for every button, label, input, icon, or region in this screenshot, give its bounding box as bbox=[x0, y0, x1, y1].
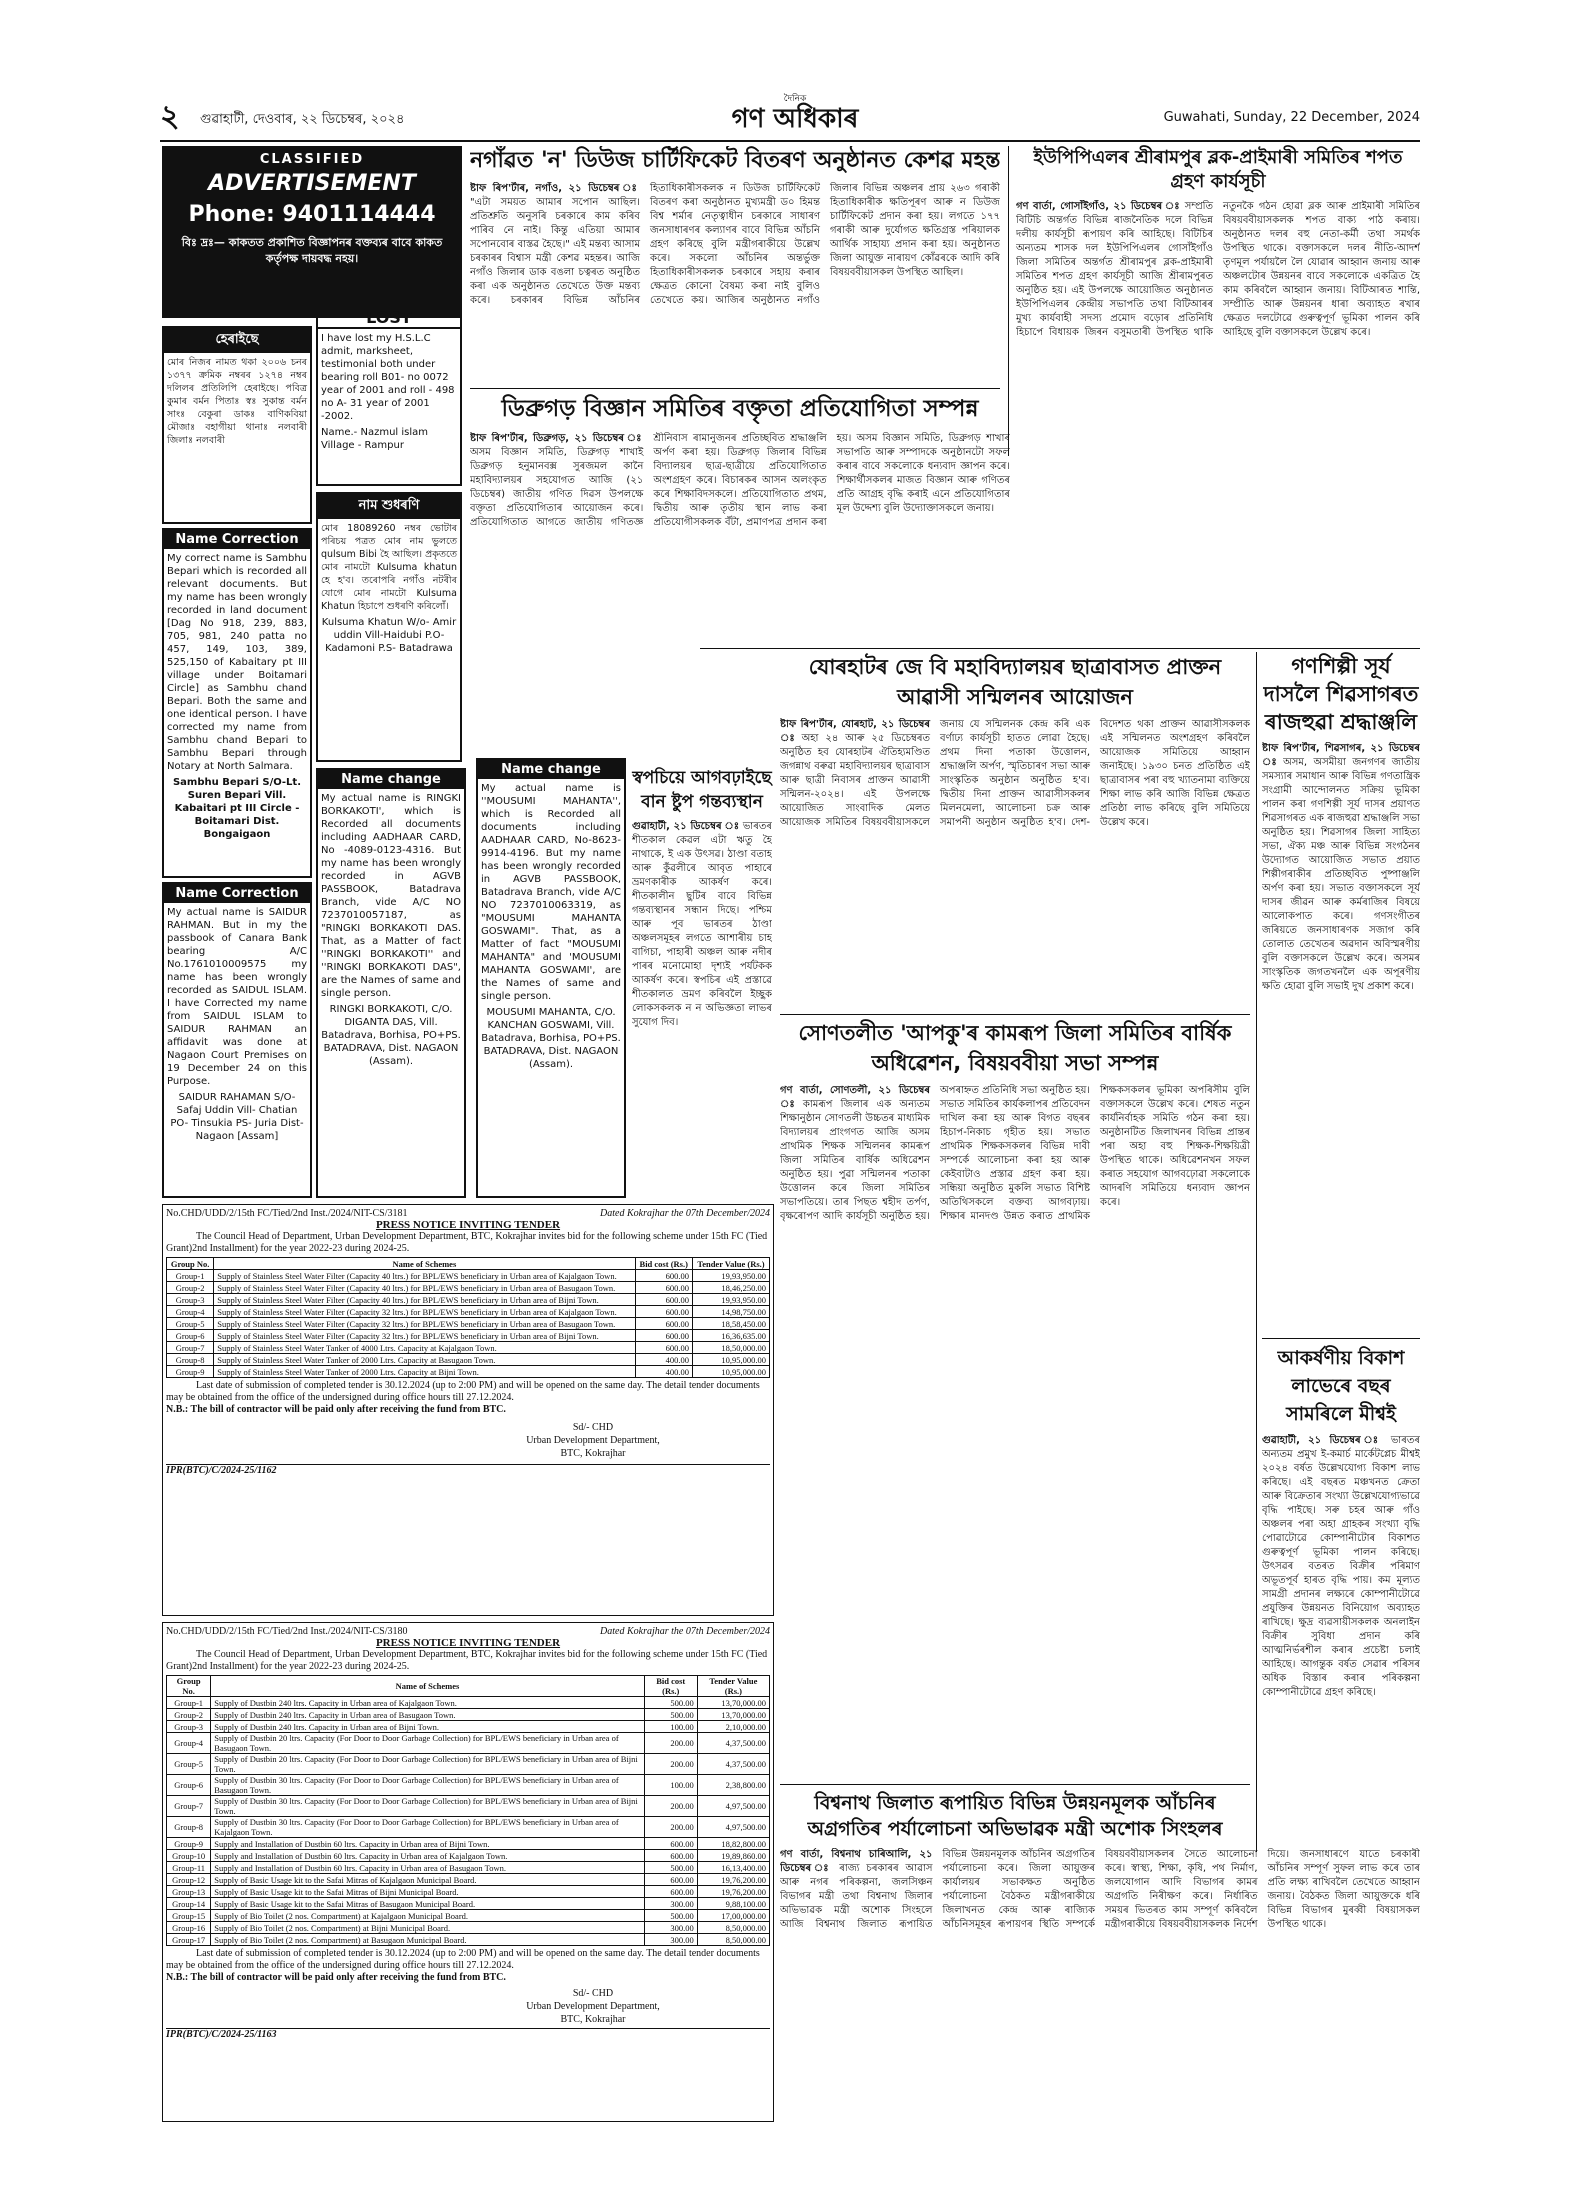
table-cell: Group-9 bbox=[167, 1838, 211, 1850]
table-cell: 4,37,500.00 bbox=[697, 1733, 769, 1754]
story-9-body bbox=[780, 1848, 1420, 2094]
story-5-body bbox=[632, 820, 772, 1150]
table-cell: 19,76,200.00 bbox=[697, 1874, 769, 1886]
table-cell: 18,50,000.00 bbox=[692, 1342, 769, 1354]
story-6-body bbox=[1262, 742, 1420, 1282]
table-cell: 500.00 bbox=[644, 1709, 697, 1721]
table-cell: 500.00 bbox=[644, 1910, 697, 1922]
lost-bn-body: মোৰ নিজৰ নামত থকা ২০০৬ চনৰ ১৩৭৭ ক্ৰমিক নম্বৰৰ ১২৭৪ নম্বৰ দলিলৰ প্ৰতিলিপি হেৰাইছে। পবিত্ৰ কুমাৰ বৰ্মন পিতাঃ স্বঃ সুকান্ত বৰ্মন সাংঃ বেকুৰা ডাকঃ বাণিকবিয়া মৌজাঃ বহাগীয়া থানাঃ নলবাৰী জিলাঃ নলবাৰী bbox=[167, 357, 307, 446]
story-2-body bbox=[1016, 200, 1420, 620]
story-1-body bbox=[470, 182, 1000, 382]
table-cell: Group-2 bbox=[167, 1709, 211, 1721]
table-row bbox=[167, 1366, 770, 1378]
table-cell: Group-14 bbox=[167, 1898, 211, 1910]
story-4 bbox=[780, 652, 1250, 1012]
story-3-body bbox=[470, 432, 1010, 632]
table-row bbox=[167, 1354, 770, 1366]
story-7-headline: সোণতলীত 'আপকু'ৰ কামৰূপ জিলা সমিতিৰ বাৰ্ষিক অধিৱেশন, বিষয়ববীয়া সভা সম্পন্ন bbox=[798, 1021, 1232, 1075]
table-row bbox=[167, 1282, 770, 1294]
story-9-byline: গণ বাৰ্তা, বিশ্বনাথ চাৰিআলি, ২১ ডিচেম্বৰ ঃ bbox=[780, 1849, 933, 1874]
table-cell: 300.00 bbox=[644, 1922, 697, 1934]
story-9 bbox=[780, 1790, 1420, 2120]
tender-1-ref: No.CHD/UDD/2/15th FC/Tied/2nd Inst./2024/NIT-CS/3181 bbox=[166, 1208, 408, 1219]
table-cell: 10,95,000.00 bbox=[692, 1354, 769, 1366]
dateline-left: গুৱাহাটী, দেওবাৰ, ২২ ডিচেম্বৰ, ২০২৪ bbox=[200, 112, 405, 127]
story-4-headline: যোৰহাটৰ জে বি মহাবিদ্যালয়ৰ ছাত্ৰাবাসত প্ৰাক্তন আৱাসী সন্মিলনৰ আয়োজন bbox=[808, 655, 1222, 709]
story-1-text: "এটা সময়ত আমাৰ সপোন আছিল। প্ৰতিশ্ৰুতি অনুসৰি চৰকাৰে কাম কৰিব পাৰিব নে নাই। কিন্তু এতিয়া আমাৰ সপোনবোৰ বাস্তৱ হৈছে।" এই মন্তব্য আসাম চৰকাৰৰ বিশ্বাস মন্ত্ৰী কেশৱ মহন্তৰ। আজি নগাঁও জিলাৰ ডাক বঙলা চত্বৰত অনুষ্ঠিত কৰা এক অনুষ্ঠানত তেখেতে উক্ত মন্তব্য কৰে। চৰকাৰৰ বিভিন্ন আঁচনিৰ হিতাধিকাৰীসকলক ন ডিউজ চাৰ্টিফিকেট বিতৰণ কৰা অনুষ্ঠানত মুখ্যমন্ত্ৰী ড০ হিমন্ত বিশ্ব শৰ্মাৰ নেতৃত্বাধীন চৰকাৰে সাধাৰণ জনসাধাৰণৰ কল্যাণৰ বাবে বিভিন্ন আঁচনি গ্ৰহণ কৰিছে বুলি মন্ত্ৰীগৰাকীয়ে উল্লেখ কৰে। সকলো আঁচনিৰ অন্তৰ্ভুক্ত হিতাধিকাৰীসকলক চৰকাৰে সহায় কৰাৰ ক্ষেত্ৰত কোনো বৈষম্য কৰা নাই বুলিও তেখেতে কয়। আজিৰ অনুষ্ঠানত নগাঁও জিলাৰ বিভিন্ন অঞ্চলৰ প্ৰায় ২৬৩ গৰাকী হিতাধিকাৰীক ক্ষতিপূৰণ আৰু ন ডিউজ চাৰ্টিফিকেট প্ৰদান কৰা হয়। লগতে ১৭৭ গৰাকী আৰু দুৰ্যোগত ক্ষতিগ্ৰস্ত পৰিয়ালক আৰ্থিক সাহায্য প্ৰদান কৰা হয়। অনুষ্ঠানত জিলা আয়ুক্ত নাৰায়ণ কোঁৱৰকে আদি কৰি বিষয়ববীয়াসকল উপস্থিত আছিল। bbox=[470, 183, 1000, 306]
story-5-headline: স্বপচিয়ে আগবঢ়াইছে বান ষ্টুপ গন্তব্যস্থান bbox=[632, 768, 772, 812]
name-correction-bn-ad bbox=[316, 492, 462, 762]
table-cell: 600.00 bbox=[644, 1838, 697, 1850]
story-6 bbox=[1262, 652, 1420, 1332]
table-cell: 300.00 bbox=[644, 1898, 697, 1910]
table-row bbox=[167, 1709, 770, 1721]
story-8-byline: গুৱাহাটী, ২১ ডিচেম্বৰ ঃ bbox=[1262, 1435, 1383, 1446]
story-3-headline: ডিব্ৰুগড় বিজ্ঞান সমিতিৰ বক্তৃতা প্ৰতিযোগিতা সম্পন্ন bbox=[501, 396, 979, 422]
table-cell: Group-15 bbox=[167, 1910, 211, 1922]
table-cell: 100.00 bbox=[644, 1775, 697, 1796]
table-cell: 500.00 bbox=[644, 1862, 697, 1874]
table-cell: Supply of Stainless Steel Water Tanker of 2000 Ltrs. Capacity at Bijni Town. bbox=[214, 1366, 635, 1378]
table-row bbox=[167, 1922, 770, 1934]
dateline-right: Guwahati, Sunday, 22 December, 2024 bbox=[1163, 110, 1420, 125]
name-correction-bn-body: মোৰ 18089260 নম্বৰ ভোটাৰ পৰিচয় পত্ৰত মোৰ নাম ভুলতে qulsum Bibi হৈ আছিল। প্ৰকৃততে মোৰ নামটো Kulsuma khatun হে হ'ব। তৰোপৰি নগাঁও নটৰীৰ যোগে মোৰ নামটো Kulsuma Khatun হিচাপে শুধৰণি কৰিলোঁ। bbox=[321, 523, 457, 612]
story-6-text: অসম, অসমীয়া জনগণৰ জাতীয় সমস্যাৰ সমাধান আৰু বিভিন্ন গণতান্ত্ৰিক সংগ্ৰামী আন্দোলনত সক্ৰিয় ভূমিকা পালন কৰা গণশিল্পী সূৰ্য দাসৰ প্ৰয়াণত শিৱসাগৰত এক ৰাজহুৱা শ্ৰদ্ধাঞ্জলি সভা অনুষ্ঠিত হয়। শিৱসাগৰ জিলা সাহিত্য সভা, ঐক্য মঞ্চ আৰু বিভিন্ন সংগঠনৰ উদ্যোগত আয়োজিত সভাত প্ৰয়াত শিল্পীগৰাকীৰ প্ৰতিচ্ছবিত পুষ্পাঞ্জলি অৰ্পণ কৰা হয়। সভাত বক্তাসকলে সূৰ্য দাসৰ জীৱন আৰু কৰ্মৰাজিৰ বিষয়ে আলোকপাত কৰে। গণসংগীতৰ জৰিয়তে জনসাধাৰণক সজাগ কৰি তোলাত তেখেতৰ অৱদান অবিস্মৰণীয় বুলি বক্তাসকলে উল্লেখ কৰে। অসমৰ সাংস্কৃতিক জগতখনলৈ এক অপূৰণীয় ক্ষতি হোৱা বুলি সভাই দুখ প্ৰকাশ কৰে। bbox=[1262, 757, 1420, 992]
table-row bbox=[167, 1697, 770, 1709]
table-cell: Supply and Installation of Dustbin 60 ltrs. Capacity in Urban area of Kajalgaon Town. bbox=[211, 1850, 644, 1862]
table-cell: Supply of Stainless Steel Water Filter (Capacity 32 ltrs.) for BPL/EWS beneficiary in Urban area of Bijni Town. bbox=[214, 1330, 635, 1342]
table-cell: 10,95,000.00 bbox=[692, 1366, 769, 1378]
table-cell: Supply of Dustbin 240 ltrs. Capacity in Urban area of Kajalgaon Town. bbox=[211, 1697, 644, 1709]
table-cell: 17,00,000.00 bbox=[697, 1910, 769, 1922]
story-3-byline: ষ্টাফ ৰিপ'ৰ্টাৰ, ডিব্ৰুগড়, ২১ ডিচেম্বৰ ঃ bbox=[470, 433, 644, 444]
table-row bbox=[167, 1342, 770, 1354]
name-correction-bn-sign: Kulsuma Khatun W/o- Amir uddin Vill-Haidubi P.O-Kadamoni P.S- Batadrawa bbox=[321, 617, 457, 654]
story-3 bbox=[470, 394, 1010, 644]
table-cell: Group-3 bbox=[167, 1294, 214, 1306]
table-cell: 600.00 bbox=[635, 1330, 692, 1342]
table-row bbox=[167, 1817, 770, 1838]
table-cell: 2,38,800.00 bbox=[697, 1775, 769, 1796]
table-cell: Supply of Stainless Steel Water Filter (Capacity 32 ltrs.) for BPL/EWS beneficiary in Urban area of Basugaon Town. bbox=[214, 1318, 635, 1330]
masthead-small: দৈনিক bbox=[783, 94, 807, 104]
story-6-byline: ষ্টাফ ৰিপ'ৰ্টাৰ, শিৱসাগৰ, ২১ ডিচেম্বৰ ঃ bbox=[1262, 743, 1420, 768]
story-4-body bbox=[780, 718, 1250, 988]
table-cell: 600.00 bbox=[644, 1886, 697, 1898]
table-cell: Supply of Basic Usage kit to the Safai Mitras of Kajalgaon Municipal Board. bbox=[211, 1874, 644, 1886]
page-number: ২ bbox=[160, 99, 180, 134]
lost-bn-ad bbox=[162, 326, 312, 524]
table-header-cell: Bid cost (Rs.) bbox=[635, 1258, 692, 1270]
story-5-text: ভাৰতৰ শীতকাল কেৱল এটা ঋতু হৈ নাথাকে, ই এক উৎসৱ। ঠাণ্ডা বতাহ আৰু কুঁৱলীৰে আবৃত পাহাৰে ভ্ৰমণকাৰীক আকৰ্ষণ কৰে। শীতকালীন ছুটিৰ বাবে বিভিন্ন গন্তব্যস্থানৰ সন্ধান দিছে। পশ্চিম আৰু পূব ভাৰতৰ ঠাণ্ডা অঞ্চলসমূহৰ লগতে আশাৰীয় চাহ বাগিচা, পাহাৰী অঞ্চল আৰু নদীৰ পাৰৰ মনোমোহা দৃশ্যই পৰ্যটকক আকৰ্ষণ কৰে। স্বপচিৰ এই প্ৰস্তাৱে শীতকালত ভ্ৰমণ কৰিবলৈ ইচ্ছুক লোকসকলক ন ন অভিজ্ঞতা লাভৰ সুযোগ দিব। bbox=[632, 821, 772, 1028]
table-row bbox=[167, 1318, 770, 1330]
story-2-text: সম্প্ৰতি বিটিচি অন্তৰ্গত বিভিন্ন ৰাজনৈতিক দলে বিভিন্ন দলীয় কাৰ্যসূচী ৰূপায়ণ কৰি আহিছে। বিটিচিৰ অন্যতম শাসক দল ইউপিপিএলৰ গোসাঁইগাঁও জিলা সমিতিৰ অন্তৰ্গত শ্ৰীৰামপুৰ ব্লক-প্ৰাইমাৰী সমিতিৰ শপত গ্ৰহণ কাৰ্যসূচী আজি শ্ৰীৰামপুৰত অনুষ্ঠিত হয়। এই উপলক্ষে আয়োজিত অনুষ্ঠানত ইউপিপিএলৰ কেন্দ্ৰীয় সভাপতি তথা বিটিআৰৰ মুখ্য কাৰ্যবাহী সদস্য প্ৰমোদ বড়োৰ প্ৰতিনিধি হিচাপে বিধায়ক জিৰন বসুমতাৰী উপস্থিত থাকি নতুনকৈ গঠন হোৱা ব্লক আৰু প্ৰাইমাৰী সমিতিৰ বিষয়ববীয়াসকলক শপত বাক্য পাঠ কৰায়। অনুষ্ঠানত দলৰ বহু নেতা-কৰ্মী তথা সমৰ্থক উপস্থিত থাকে। বক্তাসকলে দলৰ নীতি-আদৰ্শ তৃণমূল পৰ্যায়লৈ লৈ যোৱাৰ আহ্বান জনায় আৰু অঞ্চলটোৰ উন্নয়নৰ বাবে সকলোকে একত্ৰিত হৈ কাম কৰিবলৈ আহ্বান জনায়। বিটিআৰত শান্তি, সম্প্ৰীতি আৰু উন্নয়নৰ ধাৰা অব্যাহত ৰখাৰ ক্ষেত্ৰত দলটোৱে গুৰুত্বপূৰ্ণ ভূমিকা পালন কৰি আহিছে বুলি বক্তাসকলে উল্লেখ কৰে। bbox=[1016, 201, 1420, 338]
tender-1-ipr: IPR(BTC)/C/2024-25/1162 bbox=[166, 1464, 770, 1476]
table-row bbox=[167, 1838, 770, 1850]
table-cell: Supply of Dustbin 30 ltrs. Capacity (For Door to Door Garbage Collection) for BPL/EWS beneficiary in Urban area of Kajalgaon Town. bbox=[211, 1817, 644, 1838]
table-cell: Group-8 bbox=[167, 1817, 211, 1838]
table-cell: Group-6 bbox=[167, 1775, 211, 1796]
table-cell: Group-9 bbox=[167, 1366, 214, 1378]
name-correction-1-sign: Sambhu Bepari S/O-Lt. Suren Bepari Vill. Kabaitari pt III Circle - Boitamari Dist. Bongaigaon bbox=[172, 777, 302, 840]
table-row bbox=[167, 1874, 770, 1886]
table-cell: 600.00 bbox=[644, 1874, 697, 1886]
table-cell: 13,70,000.00 bbox=[697, 1709, 769, 1721]
lost-en-ad bbox=[316, 306, 462, 486]
table-cell: 4,97,500.00 bbox=[697, 1796, 769, 1817]
table-row bbox=[167, 1850, 770, 1862]
table-cell: 4,37,500.00 bbox=[697, 1754, 769, 1775]
story-2 bbox=[1016, 146, 1420, 636]
story-4-byline: ষ্টাফ ৰিপ'ৰ্টাৰ, যোৰহাট, ২১ ডিচেম্বৰ ঃ bbox=[780, 719, 930, 744]
table-header-cell: Name of Schemes bbox=[214, 1258, 635, 1270]
story-8-headline: আকৰ্ষণীয় বিকাশ লাভেৰে বছৰ সামৰিলে মীশ্বই bbox=[1277, 1347, 1405, 1425]
table-cell: Group-11 bbox=[167, 1862, 211, 1874]
tender-notice-2 bbox=[162, 1622, 774, 2122]
lost-en-name: Name.- Nazmul islam Village - Rampur bbox=[321, 427, 428, 451]
table-cell: Group-7 bbox=[167, 1342, 214, 1354]
table-header-cell: Tender Value (Rs.) bbox=[692, 1258, 769, 1270]
table-cell: 200.00 bbox=[644, 1733, 697, 1754]
table-row bbox=[167, 1733, 770, 1754]
table-cell: 600.00 bbox=[635, 1306, 692, 1318]
table-cell: 13,70,000.00 bbox=[697, 1697, 769, 1709]
name-correction-2-ad bbox=[162, 882, 312, 1198]
table-cell: Supply of Dustbin 30 ltrs. Capacity (For Door to Door Garbage Collection) for BPL/EWS beneficiary in Urban area of Basugaon Town. bbox=[211, 1775, 644, 1796]
name-change-2-body: My actual name is ''MOUSUMI MAHANTA'', which is Recorded all documents including AADHAAR CARD, No-8623-9914-4196. But my name has been wrongly recorded in AGVB PASSBOOK, Batadrava Branch, vide A/C NO 7237010063319, as "MOUSUMI MAHANTA GOSWAMI". That, as a Matter of fact "MOUSUMI MAHANTA" and 'MOUSUMI MAHANTA GOSWAMI', are the Names of same and single person. bbox=[481, 783, 621, 1002]
story-5 bbox=[632, 766, 772, 1206]
table-row bbox=[167, 1934, 770, 1946]
table-cell: 16,36,635.00 bbox=[692, 1330, 769, 1342]
tender-2-intro: The Council Head of Department, Urban Development Department, BTC, Kokrajhar invites bid for the following scheme under 15th FC (Tied Grant)2nd Installment) for the year 2022-23 during 2024-25. bbox=[166, 1649, 768, 1672]
table-cell: Supply of Stainless Steel Water Filter (Capacity 40 ltrs.) for BPL/EWS beneficiary in Urban area of Bijni Town. bbox=[214, 1294, 635, 1306]
story-7-byline: গণ বাৰ্তা, সোণতলী, ২১ ডিচেম্বৰ ঃ bbox=[780, 1085, 930, 1110]
story-7 bbox=[780, 1018, 1250, 1778]
lost-bn-head: হেৰাইছে bbox=[164, 328, 310, 353]
tender-1-intro: The Council Head of Department, Urban Development Department, BTC, Kokrajhar invites bid for the following scheme under 15th FC (Tied Grant)2nd Installment) for the year 2022-23 during 2024-25. bbox=[166, 1231, 768, 1254]
table-cell: Supply of Basic Usage kit to the Safai Mitras of Basugaon Municipal Board. bbox=[211, 1898, 644, 1910]
table-header-cell: Bid cost (Rs.) bbox=[644, 1676, 697, 1697]
name-correction-2-sign: SAIDUR RAHAMAN S/O-Safaj Uddin Vill- Chatian PO- Tinsukia PS- Juria Dist-Nagaon [Assam] bbox=[170, 1092, 304, 1142]
tender-1-title: PRESS NOTICE INVITING TENDER bbox=[375, 1219, 561, 1231]
name-correction-2-body: My actual name is SAIDUR RAHMAN. But in my the passbook of Canara Bank bearing A/C No.1761010009575 my name has been wrongly recorded as SAIDUL ISLAM. I have Corrected my name from SAIDUL ISLAM to SAIDUR RAHMAN an affidavit was done at Nagaon Court Premises on 19 December 24 on this Purpose. bbox=[167, 907, 307, 1087]
table-cell: 8,50,000.00 bbox=[697, 1934, 769, 1946]
table-cell: 600.00 bbox=[635, 1294, 692, 1306]
table-cell: Group-4 bbox=[167, 1733, 211, 1754]
table-cell: Group-17 bbox=[167, 1934, 211, 1946]
table-cell: 600.00 bbox=[635, 1342, 692, 1354]
table-cell: 600.00 bbox=[635, 1270, 692, 1282]
table-cell: 4,97,500.00 bbox=[697, 1817, 769, 1838]
table-cell: Group-6 bbox=[167, 1330, 214, 1342]
table-cell: 2,10,000.00 bbox=[697, 1721, 769, 1733]
story-9-text: ৰাজ্য চৰকাৰৰ আৱাস আৰু নগৰ পৰিকল্পনা, জলসিঞ্চন বিভাগৰ মন্ত্ৰী তথা বিশ্বনাথ জিলাৰ অভিভাৱক মন্ত্ৰী অশোক সিংহলে আজি বিশ্বনাথ জিলাত ৰূপায়িত বিভিন্ন উন্নয়নমূলক আঁচনিৰ অগ্ৰগতিৰ পৰ্যালোচনা কৰে। জিলা আয়ুক্তৰ কাৰ্যালয়ৰ সভাকক্ষত অনুষ্ঠিত পৰ্যালোচনা বৈঠকত মন্ত্ৰীগৰাকীয়ে জিলাখনত কেন্দ্ৰ আৰু ৰাজ্যিক আঁচনিসমূহৰ ৰূপায়ণৰ স্থিতি সম্পৰ্কে বিষয়ববীয়াসকলৰ সৈতে আলোচনা কৰে। স্বাস্থ্য, শিক্ষা, কৃষি, পথ নিৰ্মাণ, জলযোগান আদি বিভাগৰ কামৰ অগ্ৰগতি নিৰীক্ষণ কৰে। নিৰ্ধাৰিত সময়ৰ ভিতৰত কাম সম্পূৰ্ণ কৰিবলৈ মন্ত্ৰীগৰাকীয়ে বিষয়ববীয়াসকলক নিৰ্দেশ দিয়ে। জনসাধাৰণে যাতে চৰকাৰী আঁচনিৰ সম্পূৰ্ণ সুফল লাভ কৰে তাৰ প্ৰতি লক্ষ্য ৰাখিবলৈ তেখেতে আহ্বান জনায়। বৈঠকত জিলা আয়ুক্তকে ধৰি বিভিন্ন বিভাগৰ মুৰব্বী বিষয়াসকল উপস্থিত থাকে। bbox=[780, 1849, 1420, 1930]
story-4-text: অহা ২৪ আৰু ২৫ ডিচেম্বৰত অনুষ্ঠিত হব যোৰহাটৰ ঐতিহ্যমণ্ডিত জগন্নাথ বৰুৱা মহাবিদ্যালয়ৰ ছাত্ৰাবাস আৰু ছাত্ৰী নিবাসৰ প্ৰাক্তন আৱাসী সন্মিলন-২০২৪। এই উপলক্ষে আয়োজিত সাংবাদিক মেলত আয়োজক সমিতিৰ বিষয়ববীয়াসকলে জনায় যে সন্মিলনক কেন্দ্ৰ কৰি এক বৰ্ণাঢ্য কাৰ্যসূচী হাতত লোৱা হৈছে। প্ৰথম দিনা পতাকা উত্তোলন, শ্ৰদ্ধাঞ্জলি অৰ্পণ, স্মৃতিচাৰণ সভা আৰু সাংস্কৃতিক অনুষ্ঠান অনুষ্ঠিত হ'ব। দ্বিতীয় দিনা প্ৰাক্তন আৱাসীসকলৰ মিলনমেলা, আলোচনা চক্ৰ আৰু সমাপনী অনুষ্ঠান অনুষ্ঠিত হ'ব। দেশ-বিদেশত থকা প্ৰাক্তন আৱাসীসকলক এই সন্মিলনত অংশগ্ৰহণ কৰিবলৈ আয়োজক সমিতিয়ে আহ্বান জনাইছে। ১৯৩০ চনত প্ৰতিষ্ঠিত এই ছাত্ৰাবাসৰ পৰা বহু খ্যাতনামা ব্যক্তিয়ে শিক্ষা লাভ কৰি আজি বিভিন্ন ক্ষেত্ৰত প্ৰতিষ্ঠা লাভ কৰিছে বুলি সমিতিয়ে উল্লেখ কৰে। bbox=[780, 719, 1250, 828]
table-cell: Group-12 bbox=[167, 1874, 211, 1886]
table-cell: 14,98,750.00 bbox=[692, 1306, 769, 1318]
table-row bbox=[167, 1270, 770, 1282]
classified-label: CLASSIFIED bbox=[259, 152, 365, 167]
name-change-2-head: Name change bbox=[478, 760, 624, 779]
table-cell: 18,58,450.00 bbox=[692, 1318, 769, 1330]
table-cell: 16,13,400.00 bbox=[697, 1862, 769, 1874]
table-cell: Supply of Dustbin 20 ltrs. Capacity (For Door to Door Garbage Collection) for BPL/EWS beneficiary in Urban area of Basugaon Town. bbox=[211, 1733, 644, 1754]
table-cell: Group-5 bbox=[167, 1754, 211, 1775]
table-row bbox=[167, 1898, 770, 1910]
table-cell: 200.00 bbox=[644, 1817, 697, 1838]
table-cell: Supply and Installation of Dustbin 60 ltrs. Capacity in Urban area of Bijni Town. bbox=[211, 1838, 644, 1850]
table-cell: 200.00 bbox=[644, 1754, 697, 1775]
story-2-headline: ইউপিপিএলৰ শ্ৰীৰামপুৰ ব্লক-প্ৰাইমাৰী সমিতিৰ শপত গ্ৰহণ কাৰ্যসূচী bbox=[1033, 147, 1403, 192]
table-header-cell: Tender Value (Rs.) bbox=[697, 1676, 769, 1697]
table-cell: Group-4 bbox=[167, 1306, 214, 1318]
name-change-2-sign: MOUSUMI MAHANTA, C/O. KANCHAN GOSWAMI, Vill. Batadrava, Borhisa, PO+PS. BATADRAVA, Dist. NAGAON (Assam). bbox=[481, 1007, 621, 1070]
table-cell: 8,50,000.00 bbox=[697, 1922, 769, 1934]
table-cell: Group-2 bbox=[167, 1282, 214, 1294]
table-cell: 600.00 bbox=[635, 1318, 692, 1330]
table-cell: Supply of Dustbin 30 ltrs. Capacity (For Door to Door Garbage Collection) for BPL/EWS beneficiary in Urban area of Bijni Town. bbox=[211, 1796, 644, 1817]
table-cell: 19,93,950.00 bbox=[692, 1294, 769, 1306]
lost-en-head: LOST bbox=[318, 308, 460, 329]
table-cell: 600.00 bbox=[644, 1850, 697, 1862]
table-cell: 100.00 bbox=[644, 1721, 697, 1733]
table-cell: Group-1 bbox=[167, 1697, 211, 1709]
table-cell: Supply of Dustbin 240 ltrs. Capacity in Urban area of Bijni Town. bbox=[211, 1721, 644, 1733]
classified-note: বিঃ দ্ৰঃ— কাকতত প্ৰকাশিত বিজ্ঞাপনৰ বক্তব্যৰ বাবে কাকত কৰ্তৃপক্ষ দায়বদ্ধ নহয়। bbox=[181, 236, 443, 265]
table-cell: Supply of Basic Usage kit to the Safai Mitras of Bijni Municipal Board. bbox=[211, 1886, 644, 1898]
tender-2-nb: N.B.: The bill of contractor will be paid only after receiving the fund from BTC. bbox=[166, 1972, 506, 1983]
table-cell: Supply of Bio Toilet (2 nos. Compartment) at Kajalgaon Municipal Board. bbox=[211, 1910, 644, 1922]
table-row bbox=[167, 1330, 770, 1342]
tender-2-footer: Last date of submission of completed tender is 30.12.2024 (up to 2:00 PM) and will be opened on the same day. The detail tender documents may be obtained from the office of the undersigned during office hours till 27.12.2024. bbox=[166, 1948, 760, 1971]
name-correction-1-body: My correct name is Sambhu Bepari which is recorded all relevant documents. But my name has been wrongly recorded in land document [Dag No 918, 239, 883, 705, 981, 240 patta no 457, 149, 103, 389, 525,150 of Kabaitary pt III village under Boitamari Circle] as Sambhu chand Bepari. Both the same and one identical person. I have corrected my name from Sambhu chand Bepari to Sambhu Bepari through Notary at North Salmara. bbox=[167, 553, 307, 772]
tender-2-date: Dated Kokrajhar the 07th December/2024 bbox=[600, 1626, 770, 1637]
tender-notice-1 bbox=[162, 1204, 774, 1616]
table-cell: 9,88,100.00 bbox=[697, 1898, 769, 1910]
table-row bbox=[167, 1886, 770, 1898]
lost-en-body: I have lost my H.S.L.C admit, marksheet, testimonial both under bearing roll B01- no 0072 year of 2001 and roll - 498 no A- 31 year of 2001 -2002. bbox=[321, 333, 455, 422]
story-6-headline: গণশিল্পী সূৰ্য দাসলৈ শিৱসাগৰত ৰাজহুৱা শ্ৰদ্ধাঞ্জলি bbox=[1263, 654, 1419, 734]
story-3-text: অসম বিজ্ঞান সমিতি, ডিব্ৰুগড় শাখাই ডিব্ৰুগড় হনুমানবক্স সুৰজমল কানৈ মহাবিদ্যালয়ৰ সহযোগত আজি (২১ ডিচেম্বৰ) জাতীয় গণিত দিৱস উপলক্ষে বক্তৃতা প্ৰতিযোগিতাৰ আয়োজন কৰে। প্ৰতিযোগিতাত আগতে জাতীয় গণিতজ্ঞ শ্ৰীনিবাস ৰামানুজনৰ প্ৰতিচ্ছবিত শ্ৰদ্ধাঞ্জলি অৰ্পণ কৰা হয়। ডিব্ৰুগড় জিলাৰ বিভিন্ন বিদ্যালয়ৰ ছাত্ৰ-ছাত্ৰীয়ে প্ৰতিযোগিতাত অংশগ্ৰহণ কৰে। বিচাৰকৰ আসন অলংকৃত কৰে শিক্ষাবিদসকলে। প্ৰতিযোগিতাত প্ৰথম, দ্বিতীয় আৰু তৃতীয় স্থান লাভ কৰা প্ৰতিযোগীসকলক বঁটা, প্ৰমাণপত্ৰ প্ৰদান কৰা হয়। অসম বিজ্ঞান সমিতি, ডিব্ৰুগড় শাখাৰ সভাপতি আৰু সম্পাদকে অনুষ্ঠানটো সফল কৰাৰ বাবে সকলোকে ধন্যবাদ জ্ঞাপন কৰে। শিক্ষাৰ্থীসকলৰ মাজত বিজ্ঞান আৰু গণিতৰ প্ৰতি আগ্ৰহ বৃদ্ধি কৰাই এনে প্ৰতিযোগিতাৰ মূল উদ্দেশ্য বুলি উদ্যোক্তাসকলে জনায়। bbox=[470, 433, 1010, 528]
classified-title: ADVERTISEMENT bbox=[208, 171, 416, 196]
table-cell: 400.00 bbox=[635, 1354, 692, 1366]
table-header-cell: Group No. bbox=[167, 1676, 211, 1697]
masthead-logo bbox=[705, 94, 885, 138]
name-change-1-sign: RINGKI BORKAKOTI, C/O. DIGANTA DAS, Vill. Batadrava, Borhisa, PO+PS. BATADRAVA, Dist. NAGAON (Assam). bbox=[321, 1004, 461, 1067]
story-2-byline: গণ বাৰ্তা, গোসাঁইগাঁও, ২১ ডিচেম্বৰ ঃ bbox=[1016, 201, 1181, 212]
table-cell: Group-7 bbox=[167, 1796, 211, 1817]
table-row bbox=[167, 1721, 770, 1733]
table-cell: 18,46,250.00 bbox=[692, 1282, 769, 1294]
story-1 bbox=[470, 146, 1000, 386]
table-row bbox=[167, 1294, 770, 1306]
story-5-byline: গুৱাহাটী, ২১ ডিচেম্বৰ ঃ bbox=[632, 821, 740, 832]
tender-2-table bbox=[166, 1675, 770, 1946]
tender-1-footer: Last date of submission of completed tender is 30.12.2024 (up to 2:00 PM) and will be opened on the same day. The detail tender documents may be obtained from the office of the undersigned during office hours till 27.12.2024. bbox=[166, 1380, 760, 1403]
name-correction-1-head: Name Correction bbox=[164, 530, 310, 549]
table-cell: 400.00 bbox=[635, 1366, 692, 1378]
table-cell: Group-5 bbox=[167, 1318, 214, 1330]
table-cell: 500.00 bbox=[644, 1697, 697, 1709]
table-cell: Supply of Bio Toilet (2 nos. Compartment) at Bijni Municipal Board. bbox=[211, 1922, 644, 1934]
tender-1-sign: Sd/- CHD bbox=[572, 1422, 614, 1433]
table-cell: Group-3 bbox=[167, 1721, 211, 1733]
table-cell: 300.00 bbox=[644, 1934, 697, 1946]
table-cell: Supply and Installation of Dustbin 60 ltrs. Capacity in Urban area of Basugaon Town. bbox=[211, 1862, 644, 1874]
table-cell: Group-1 bbox=[167, 1270, 214, 1282]
page-header bbox=[160, 94, 1420, 140]
table-cell: Supply of Stainless Steel Water Filter (Capacity 40 ltrs.) for BPL/EWS beneficiary in Urban area of Basugaon Town. bbox=[214, 1282, 635, 1294]
table-cell: 19,93,950.00 bbox=[692, 1270, 769, 1282]
story-1-headline: নগাঁৱত 'ন' ডিউজ চাৰ্টিফিকেট বিতৰণ অনুষ্ঠানত কেশৱ মহন্ত bbox=[470, 148, 1000, 173]
tender-2-ipr: IPR(BTC)/C/2024-25/1163 bbox=[166, 2028, 770, 2040]
tender-1-date: Dated Kokrajhar the 07th December/2024 bbox=[600, 1208, 770, 1219]
table-header-cell: Group No. bbox=[167, 1258, 214, 1270]
table-row bbox=[167, 1754, 770, 1775]
table-cell: Supply of Stainless Steel Water Tanker of 2000 Ltrs. Capacity at Basugaon Town. bbox=[214, 1354, 635, 1366]
table-cell: 18,82,800.00 bbox=[697, 1838, 769, 1850]
table-cell: Supply of Dustbin 240 ltrs. Capacity in Urban area of Basugaon Town. bbox=[211, 1709, 644, 1721]
table-row bbox=[167, 1796, 770, 1817]
table-cell: 200.00 bbox=[644, 1796, 697, 1817]
table-cell: 600.00 bbox=[635, 1282, 692, 1294]
name-change-1-body: My actual name is RINGKI BORKAKOTI', which is Recorded all documents including AADHAAR CARD, No -4089-0123-4316. But my name has been wrongly recorded in AGVB PASSBOOK, Batadrava Branch, vide A/C NO 7237010057187, as "RINGKI BORKAKOTI DAS. That, as a Matter of fact ''RINGKI BORKAKOTI'' and ''RINGKI BORKAKOTI DAS", are the Names of same and single person. bbox=[321, 793, 461, 999]
name-change-1-ad bbox=[316, 768, 466, 1198]
tender-1-table bbox=[166, 1257, 770, 1378]
tender-2-title: PRESS NOTICE INVITING TENDER bbox=[375, 1637, 561, 1649]
name-change-2-ad bbox=[476, 758, 626, 1198]
table-row bbox=[167, 1862, 770, 1874]
table-cell: Group-13 bbox=[167, 1886, 211, 1898]
table-cell: Group-8 bbox=[167, 1354, 214, 1366]
tender-2-ref: No.CHD/UDD/2/15th FC/Tied/2nd Inst./2024/NIT-CS/3180 bbox=[166, 1626, 408, 1637]
story-7-body bbox=[780, 1084, 1250, 1744]
story-1-byline: ষ্টাফ ৰিপ'ৰ্টাৰ, নগাঁও, ২১ ডিচেম্বৰ ঃ bbox=[470, 183, 640, 194]
table-cell: 19,89,860.00 bbox=[697, 1850, 769, 1862]
table-cell: Group-10 bbox=[167, 1850, 211, 1862]
table-cell: Supply of Stainless Steel Water Filter (Capacity 32 ltrs.) for BPL/EWS beneficiary in Urban area of Kajalgaon Town. bbox=[214, 1306, 635, 1318]
story-9-headline: বিশ্বনাথ জিলাত ৰূপায়িত বিভিন্ন উন্নয়নমূলক আঁচনিৰ অগ্ৰগতিৰ পৰ্যালোচনা অভিভাৱক মন্ত্ৰী অশোক সিংহলৰ bbox=[807, 1792, 1223, 1840]
tender-1-nb: N.B.: The bill of contractor will be paid only after receiving the fund from BTC. bbox=[166, 1404, 506, 1415]
tender-1-sign-office: Urban Development Department, BTC, Kokrajhar bbox=[526, 1435, 660, 1459]
tender-2-sign: Sd/- CHD bbox=[572, 1988, 614, 1999]
story-7-text: কামৰূপ জিলাৰ এক অন্যতম শিক্ষানুষ্ঠান সোণতলী উচ্চতৰ মাধ্যমিক বিদ্যালয়ৰ প্ৰাংগণত আজি অসম প্ৰাথমিক শিক্ষক সন্মিলনৰ কামৰূপ জিলা সমিতিৰ বাৰ্ষিক অধিৱেশন অনুষ্ঠিত হয়। পুৱা সন্মিলনৰ পতাকা উত্তোলন কৰে জিলা সমিতিৰ সভাপতিয়ে। তাৰ পিছত শ্বহীদ তৰ্পণ, বৃক্ষৰোপণ আদি কাৰ্যসূচী অনুষ্ঠিত হয়। অপৰাহ্নত প্ৰতিনিধি সভা অনুষ্ঠিত হয়। সভাত সমিতিৰ কাৰ্যকলাপৰ প্ৰতিবেদন দাখিল কৰা হয় আৰু বিগত বছৰৰ হিচাপ-নিকাচ গৃহীত হয়। সভাত প্ৰাথমিক শিক্ষকসকলৰ বিভিন্ন দাবী সম্পৰ্কে আলোচনা কৰা হয় আৰু কেইবাটাও প্ৰস্তাৱ গ্ৰহণ কৰা হয়। সন্ধিয়া অনুষ্ঠিত মুকলি সভাত বিশিষ্ট অতিথিসকলে বক্তব্য আগবঢ়ায়। শিক্ষাৰ মানদণ্ড উন্নত কৰাত প্ৰাথমিক শিক্ষকসকলৰ ভূমিকা অপৰিসীম বুলি বক্তাসকলে উল্লেখ কৰে। শেষত নতুন কাৰ্যনিৰ্বাহক সমিতি গঠন কৰা হয়। অনুষ্ঠানটিত জিলাখনৰ বিভিন্ন প্ৰান্তৰ পৰা অহা বহু শিক্ষক-শিক্ষয়িত্ৰী উপস্থিত থাকে। অধিৱেশনখন সফল কৰাত সহযোগ আগবঢ়োৱা সকলোকে আদৰণি সমিতিয়ে ধন্যবাদ জ্ঞাপন কৰে। bbox=[780, 1085, 1250, 1222]
name-correction-bn-head: নাম শুধৰণি bbox=[318, 494, 460, 519]
table-cell: 19,76,200.00 bbox=[697, 1886, 769, 1898]
table-row bbox=[167, 1910, 770, 1922]
tender-2-sign-office: Urban Development Department, BTC, Kokrajhar bbox=[526, 2001, 660, 2025]
table-cell: Group-16 bbox=[167, 1922, 211, 1934]
classified-phone: Phone: 9401114444 bbox=[188, 202, 436, 227]
table-cell: Supply of Dustbin 20 ltrs. Capacity (For Door to Door Garbage Collection) for BPL/EWS beneficiary in Urban area of Bijni Town. bbox=[211, 1754, 644, 1775]
table-header-cell: Name of Schemes bbox=[211, 1676, 644, 1697]
name-change-1-head: Name change bbox=[318, 770, 464, 789]
classified-box bbox=[162, 146, 462, 318]
table-cell: Supply of Bio Toilet (2 nos. Compartment) at Basugaon Municipal Board. bbox=[211, 1934, 644, 1946]
table-row bbox=[167, 1775, 770, 1796]
name-correction-1-ad bbox=[162, 528, 312, 878]
table-row bbox=[167, 1306, 770, 1318]
table-cell: Supply of Stainless Steel Water Tanker of 4000 Ltrs. Capacity at Kajalgaon Town. bbox=[214, 1342, 635, 1354]
name-correction-2-head: Name Correction bbox=[164, 884, 310, 903]
masthead-title: গণ অধিকাৰ bbox=[731, 104, 859, 134]
header-rule bbox=[160, 140, 1420, 142]
story-8-text: ভাৰতৰ অন্যতম প্ৰমুখ ই-কমাৰ্চ মাৰ্কেটপ্লেচ মীশ্বই ২০২৪ বৰ্ষত উল্লেখযোগ্য বিকাশ লাভ কৰিছে। এই বছৰত মঞ্চখনত ক্ৰেতা আৰু বিক্ৰেতাৰ সংখ্যা উল্লেখযোগ্যভাৱে বৃদ্ধি পাইছে। সৰু চহৰ আৰু গাঁও অঞ্চলৰ পৰা অহা গ্ৰাহকৰ সংখ্যা বৃদ্ধি পোৱাটোৱে কোম্পানীটোৰ বিকাশত গুৰুত্বপূৰ্ণ ভূমিকা পালন কৰিছে। উৎসৱৰ বতৰত বিক্ৰীৰ পৰিমাণ অভূতপূৰ্ব হাৰত বৃদ্ধি পায়। কম মূল্যত সামগ্ৰী প্ৰদানৰ লক্ষ্যৰে কোম্পানীটোৱে প্ৰযুক্তিৰ উন্নয়নত বিনিয়োগ অব্যাহত ৰাখিছে। ক্ষুদ্ৰ ব্যৱসায়ীসকলক অনলাইন বিক্ৰীৰ সুবিধা প্ৰদান কৰি আত্মনিৰ্ভৰশীল কৰাৰ প্ৰচেষ্টা চলাই আহিছে। আগন্তুক বৰ্ষত সেৱাৰ পৰিসৰ অধিক বিস্তাৰ কৰাৰ পৰিকল্পনা কোম্পানীটোৱে গ্ৰহণ কৰিছে। bbox=[1262, 1435, 1420, 1698]
table-cell: Supply of Stainless Steel Water Filter (Capacity 40 ltrs.) for BPL/EWS beneficiary in Urban area of Kajalgaon Town. bbox=[214, 1270, 635, 1282]
